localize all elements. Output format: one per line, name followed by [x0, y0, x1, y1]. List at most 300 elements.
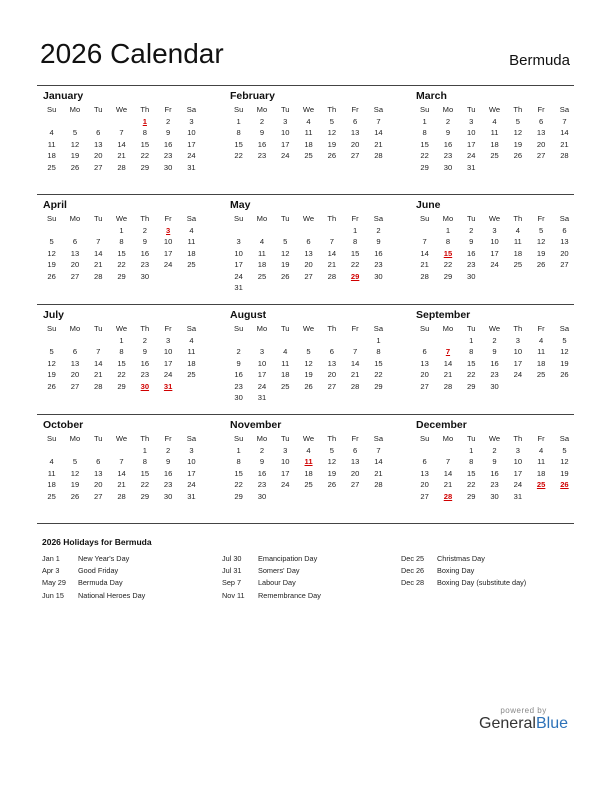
- day-cell: 22: [420, 151, 429, 160]
- day-cell: 19: [327, 139, 337, 149]
- day-cell: 6: [72, 237, 78, 246]
- day-cell: 13: [350, 457, 360, 466]
- day-cell: 25: [304, 480, 313, 489]
- weekday-label: Mo: [69, 324, 81, 333]
- day-cell: 5: [72, 128, 78, 137]
- weekday-label: Th: [140, 434, 150, 443]
- month-name: June: [416, 199, 441, 211]
- day-cell: 3: [283, 116, 288, 126]
- weekday-label: Tu: [93, 105, 103, 114]
- day-cell: 5: [72, 457, 78, 466]
- weekday-label: Mo: [256, 105, 268, 114]
- holiday-date: May 29: [42, 578, 66, 588]
- day-cell: 29: [234, 491, 243, 501]
- month-january: [40, 88, 203, 173]
- day-cell: 13: [350, 128, 360, 137]
- day-cell: 5: [306, 347, 311, 356]
- day-cell: 4: [189, 225, 194, 235]
- day-cell: 16: [257, 468, 267, 478]
- day-cell: 27: [350, 151, 360, 160]
- day-cell: 21: [443, 370, 453, 379]
- weekday-label: Th: [140, 214, 150, 223]
- weekday-label: We: [302, 324, 315, 333]
- empty-day: [40, 116, 63, 128]
- day-cell: 8: [376, 347, 381, 356]
- day-cell: 5: [283, 237, 288, 246]
- day-cell: 7: [353, 347, 358, 356]
- day-cell: 6: [306, 237, 311, 246]
- brand-general: General: [479, 715, 536, 732]
- empty-day: [274, 335, 297, 347]
- day-cell: 2: [166, 116, 171, 126]
- day-cell: 3: [259, 347, 265, 356]
- day-cell: 20: [94, 480, 103, 489]
- day-cell: 21: [443, 480, 453, 489]
- empty-day: [436, 445, 459, 457]
- month-name: May: [230, 199, 251, 211]
- day-cell: 18: [47, 151, 56, 160]
- day-cell: 12: [560, 347, 569, 356]
- weekday-label: Su: [234, 434, 244, 443]
- day-cell: 27: [420, 381, 429, 391]
- day-cell: 20: [420, 370, 429, 379]
- month-name: December: [416, 419, 467, 431]
- day-cell: 6: [72, 347, 78, 356]
- day-cell: 17: [187, 468, 196, 478]
- day-cell: 13: [536, 128, 546, 137]
- day-cell: 30: [257, 491, 267, 501]
- day-cell: 5: [562, 335, 567, 345]
- weekday-label: We: [488, 105, 501, 114]
- day-cell: 18: [304, 139, 313, 149]
- weekday-label: Th: [327, 434, 337, 443]
- weekday-label: Fr: [537, 105, 545, 114]
- day-cell: 21: [350, 370, 360, 379]
- day-cell: 4: [259, 237, 265, 246]
- holiday-name: Somers' Day: [258, 566, 300, 576]
- day-cell: 1: [119, 225, 124, 235]
- day-cell: 2: [236, 347, 241, 356]
- day-cell: 14: [560, 128, 569, 137]
- holiday-column: [401, 553, 526, 590]
- empty-day: [63, 116, 86, 128]
- day-cell: 18: [187, 358, 196, 368]
- empty-day: [250, 335, 273, 347]
- day-cell: 10: [490, 237, 499, 246]
- day-cell: 28: [443, 381, 453, 391]
- day-cell: 23: [443, 151, 453, 160]
- day-cell: 24: [467, 151, 476, 160]
- day-cell: 17: [187, 139, 196, 149]
- day-cell: 10: [187, 457, 196, 466]
- weekday-label: Mo: [256, 214, 268, 223]
- day-cell: 21: [327, 260, 337, 269]
- weekday-label: Sa: [186, 434, 197, 443]
- day-cell: 26: [281, 271, 290, 281]
- day-cell: 6: [96, 128, 101, 137]
- page-title: 2026 Calendar: [40, 38, 224, 69]
- day-cell: 3: [469, 116, 474, 126]
- day-cell: 15: [117, 358, 126, 368]
- day-cell: 11: [537, 347, 546, 356]
- holiday-name: Christmas Day: [437, 554, 485, 563]
- day-cell: 9: [236, 358, 241, 368]
- month-name: July: [43, 309, 65, 321]
- empty-day: [63, 335, 86, 347]
- weekday-label: Tu: [466, 434, 476, 443]
- weekday-label: Mo: [69, 105, 81, 114]
- day-cell: 5: [329, 116, 334, 126]
- day-cell: 1: [119, 335, 124, 345]
- day-cell: 29: [117, 271, 126, 281]
- day-cell: 23: [163, 480, 173, 489]
- brand-name: [479, 715, 568, 733]
- day-cell: 12: [560, 457, 569, 466]
- day-cell: 9: [469, 237, 474, 246]
- month-days-grid: [413, 433, 576, 502]
- day-cell: 27: [70, 381, 80, 391]
- empty-day: [110, 116, 133, 128]
- weekday-label: We: [115, 214, 128, 223]
- day-cell: 4: [306, 445, 311, 455]
- day-cell: 12: [536, 237, 546, 246]
- day-cell: 8: [119, 347, 124, 356]
- day-cell: 19: [513, 139, 523, 149]
- day-cell: 20: [560, 248, 569, 258]
- day-cell: 13: [560, 237, 569, 246]
- brand-blue: Blue: [535, 715, 568, 732]
- day-cell: 2: [259, 445, 265, 455]
- day-cell: 29: [443, 271, 453, 281]
- holiday-day: 25: [536, 480, 546, 489]
- day-cell: 16: [490, 358, 499, 368]
- day-cell: 30: [443, 162, 453, 172]
- holiday-day: 29: [350, 271, 360, 281]
- day-cell: 1: [422, 116, 427, 126]
- day-cell: 20: [327, 370, 337, 379]
- day-cell: 6: [329, 347, 334, 356]
- month-days-grid: [413, 323, 576, 392]
- day-cell: 16: [490, 468, 499, 478]
- day-cell: 28: [420, 271, 429, 281]
- day-cell: 15: [140, 139, 150, 149]
- day-cell: 8: [236, 128, 241, 137]
- day-cell: 26: [47, 271, 56, 281]
- day-cell: 18: [281, 370, 290, 379]
- weekday-label: Th: [140, 324, 150, 333]
- weekday-label: Tu: [280, 324, 290, 333]
- day-cell: 1: [142, 445, 147, 455]
- day-cell: 17: [257, 370, 267, 379]
- day-cell: 20: [94, 151, 103, 160]
- day-cell: 30: [234, 393, 243, 402]
- day-cell: 4: [49, 457, 54, 466]
- day-cell: 19: [47, 370, 56, 379]
- day-cell: 4: [539, 445, 544, 455]
- holiday-day: 7: [445, 347, 451, 356]
- weekday-label: Su: [47, 324, 57, 333]
- day-cell: 6: [422, 347, 427, 356]
- day-cell: 7: [376, 445, 381, 455]
- weekday-label: Sa: [186, 214, 197, 223]
- weekday-label: Su: [234, 105, 244, 114]
- empty-day: [413, 445, 436, 457]
- day-cell: 1: [353, 225, 358, 235]
- weekday-label: Tu: [280, 214, 290, 223]
- day-cell: 2: [142, 335, 147, 345]
- empty-day: [87, 225, 110, 237]
- weekday-label: Su: [420, 105, 430, 114]
- day-cell: 22: [117, 370, 126, 379]
- holiday-day: 26: [560, 480, 569, 489]
- day-cell: 7: [562, 116, 567, 126]
- month-days-grid: [40, 104, 203, 173]
- weekday-label: We: [302, 105, 315, 114]
- day-cell: 4: [515, 225, 520, 235]
- day-cell: 26: [47, 381, 56, 391]
- day-cell: 2: [142, 225, 147, 235]
- weekday-label: We: [488, 434, 501, 443]
- weekday-label: Fr: [164, 105, 172, 114]
- day-cell: 9: [142, 237, 147, 246]
- day-cell: 4: [306, 116, 311, 126]
- holiday-row: [42, 590, 145, 602]
- day-cell: 28: [94, 271, 103, 281]
- holiday-row: [401, 577, 526, 589]
- weekday-label: Fr: [351, 434, 359, 443]
- day-cell: 26: [513, 151, 523, 160]
- day-cell: 15: [234, 468, 243, 478]
- month-days-grid: [227, 433, 390, 502]
- empty-day: [320, 225, 343, 237]
- day-cell: 10: [513, 457, 523, 466]
- month-days-grid: [227, 213, 390, 294]
- empty-day: [250, 225, 273, 237]
- day-cell: 21: [374, 139, 383, 149]
- month-name: October: [43, 419, 84, 431]
- weekday-label: We: [115, 324, 128, 333]
- day-cell: 25: [536, 370, 546, 379]
- day-cell: 12: [327, 457, 337, 466]
- day-cell: 10: [281, 457, 290, 466]
- day-cell: 25: [257, 271, 267, 281]
- day-cell: 17: [490, 248, 499, 258]
- day-cell: 5: [539, 225, 544, 235]
- empty-day: [40, 445, 63, 457]
- day-cell: 28: [374, 480, 383, 489]
- weekday-label: Fr: [351, 105, 359, 114]
- weekday-label: Mo: [256, 434, 268, 443]
- day-cell: 31: [513, 491, 523, 501]
- month-name: September: [416, 309, 471, 321]
- empty-day: [40, 335, 63, 347]
- weekday-label: Tu: [466, 214, 476, 223]
- month-october: [40, 417, 203, 502]
- weekday-label: Tu: [93, 324, 103, 333]
- holiday-date: Apr 3: [42, 566, 60, 576]
- day-cell: 25: [304, 151, 313, 160]
- day-cell: 12: [513, 128, 523, 137]
- day-cell: 23: [257, 151, 267, 160]
- weekday-label: Su: [47, 105, 57, 114]
- day-cell: 10: [187, 128, 196, 137]
- weekday-label: Tu: [280, 434, 290, 443]
- day-cell: 10: [513, 347, 523, 356]
- weekday-label: Tu: [466, 105, 476, 114]
- day-cell: 9: [492, 457, 497, 466]
- holiday-name: Remembrance Day: [258, 590, 321, 600]
- month-name: November: [230, 419, 282, 431]
- holiday-date: Jul 31: [222, 566, 242, 576]
- weekday-label: Mo: [442, 324, 454, 333]
- day-cell: 24: [187, 480, 196, 489]
- day-cell: 16: [163, 468, 173, 478]
- holiday-date: Dec 26: [401, 566, 425, 576]
- day-cell: 30: [163, 162, 173, 172]
- day-cell: 18: [304, 468, 313, 478]
- weekday-label: Th: [513, 324, 523, 333]
- empty-day: [87, 116, 110, 128]
- day-cell: 24: [234, 271, 243, 281]
- day-cell: 11: [258, 248, 266, 258]
- day-cell: 8: [422, 128, 427, 137]
- month-name: January: [43, 90, 84, 102]
- holiday-name: New Year's Day: [78, 554, 130, 563]
- empty-day: [320, 335, 343, 347]
- day-cell: 13: [70, 358, 80, 368]
- weekday-label: We: [115, 434, 128, 443]
- weekday-label: Th: [513, 214, 523, 223]
- weekday-label: Fr: [164, 214, 172, 223]
- day-cell: 21: [117, 480, 126, 489]
- day-cell: 9: [166, 457, 171, 466]
- weekday-label: Sa: [186, 105, 197, 114]
- empty-day: [40, 225, 63, 237]
- day-cell: 15: [467, 358, 476, 368]
- empty-day: [87, 335, 110, 347]
- day-cell: 1: [469, 335, 474, 345]
- day-cell: 17: [513, 358, 523, 368]
- day-cell: 13: [70, 248, 80, 258]
- day-cell: 30: [467, 271, 476, 281]
- day-cell: 29: [140, 491, 150, 501]
- day-cell: 10: [467, 128, 476, 137]
- day-cell: 8: [353, 237, 358, 246]
- holiday-date: Dec 28: [401, 578, 425, 588]
- day-cell: 13: [304, 248, 313, 258]
- day-cell: 6: [539, 116, 544, 126]
- holiday-row: [222, 553, 321, 565]
- day-cell: 16: [257, 139, 267, 149]
- powered-by-text: powered by: [500, 706, 547, 715]
- month-days-grid: [227, 104, 390, 162]
- month-name: August: [230, 309, 267, 321]
- day-cell: 3: [236, 237, 241, 246]
- day-cell: 25: [513, 260, 523, 269]
- month-days-grid: [40, 323, 203, 392]
- holiday-row: [42, 565, 145, 577]
- day-cell: 21: [94, 260, 103, 269]
- day-cell: 9: [445, 128, 451, 137]
- day-cell: 7: [96, 237, 101, 246]
- day-cell: 18: [536, 468, 546, 478]
- holiday-day: 3: [166, 225, 171, 235]
- weekday-label: Tu: [466, 324, 476, 333]
- weekday-label: Su: [420, 434, 430, 443]
- day-cell: 28: [327, 271, 337, 281]
- holiday-name: Emancipation Day: [258, 554, 318, 563]
- day-cell: 28: [94, 381, 103, 391]
- weekday-label: Mo: [69, 214, 81, 223]
- weekday-label: Th: [327, 324, 337, 333]
- generalblue-logo[interactable]: [479, 706, 568, 733]
- day-cell: 7: [119, 128, 124, 137]
- weekday-label: Th: [327, 214, 337, 223]
- weekday-label: Tu: [93, 434, 103, 443]
- weekday-label: Tu: [280, 105, 290, 114]
- day-cell: 8: [236, 457, 241, 466]
- day-cell: 19: [47, 260, 56, 269]
- day-cell: 9: [376, 237, 381, 246]
- holiday-name: National Heroes Day: [78, 590, 146, 600]
- day-cell: 9: [166, 128, 171, 137]
- day-cell: 2: [445, 116, 451, 126]
- day-cell: 25: [187, 260, 196, 269]
- day-cell: 16: [374, 248, 383, 258]
- day-cell: 7: [96, 347, 101, 356]
- day-cell: 24: [490, 260, 499, 269]
- weekday-label: Sa: [559, 214, 570, 223]
- day-cell: 27: [560, 260, 569, 269]
- day-cell: 16: [234, 370, 243, 379]
- day-cell: 30: [140, 271, 150, 281]
- month-february: [227, 88, 390, 162]
- day-cell: 20: [70, 260, 80, 269]
- day-cell: 5: [562, 445, 567, 455]
- day-cell: 23: [467, 260, 476, 269]
- month-november: [227, 417, 390, 502]
- day-cell: 23: [140, 370, 150, 379]
- weekday-label: We: [488, 324, 501, 333]
- day-cell: 14: [420, 248, 429, 258]
- divider-line: [37, 85, 574, 86]
- empty-day: [343, 335, 366, 347]
- day-cell: 7: [119, 457, 124, 466]
- day-cell: 11: [513, 237, 522, 246]
- holiday-row: [42, 553, 145, 565]
- day-cell: 14: [374, 457, 383, 466]
- day-cell: 15: [420, 139, 429, 149]
- day-cell: 21: [420, 260, 429, 269]
- day-cell: 19: [304, 370, 313, 379]
- empty-day: [274, 225, 297, 237]
- holiday-day: 31: [163, 381, 173, 391]
- divider-line: [37, 194, 574, 195]
- day-cell: 26: [536, 260, 546, 269]
- holiday-row: [401, 553, 526, 565]
- weekday-label: Tu: [93, 214, 103, 223]
- day-cell: 8: [445, 237, 451, 246]
- holiday-row: [222, 590, 321, 602]
- weekday-label: Su: [420, 214, 430, 223]
- day-cell: 19: [560, 468, 569, 478]
- day-cell: 19: [560, 358, 569, 368]
- month-may: [227, 197, 390, 294]
- day-cell: 8: [142, 128, 147, 137]
- day-cell: 22: [467, 480, 476, 489]
- day-cell: 18: [513, 248, 523, 258]
- empty-day: [63, 225, 86, 237]
